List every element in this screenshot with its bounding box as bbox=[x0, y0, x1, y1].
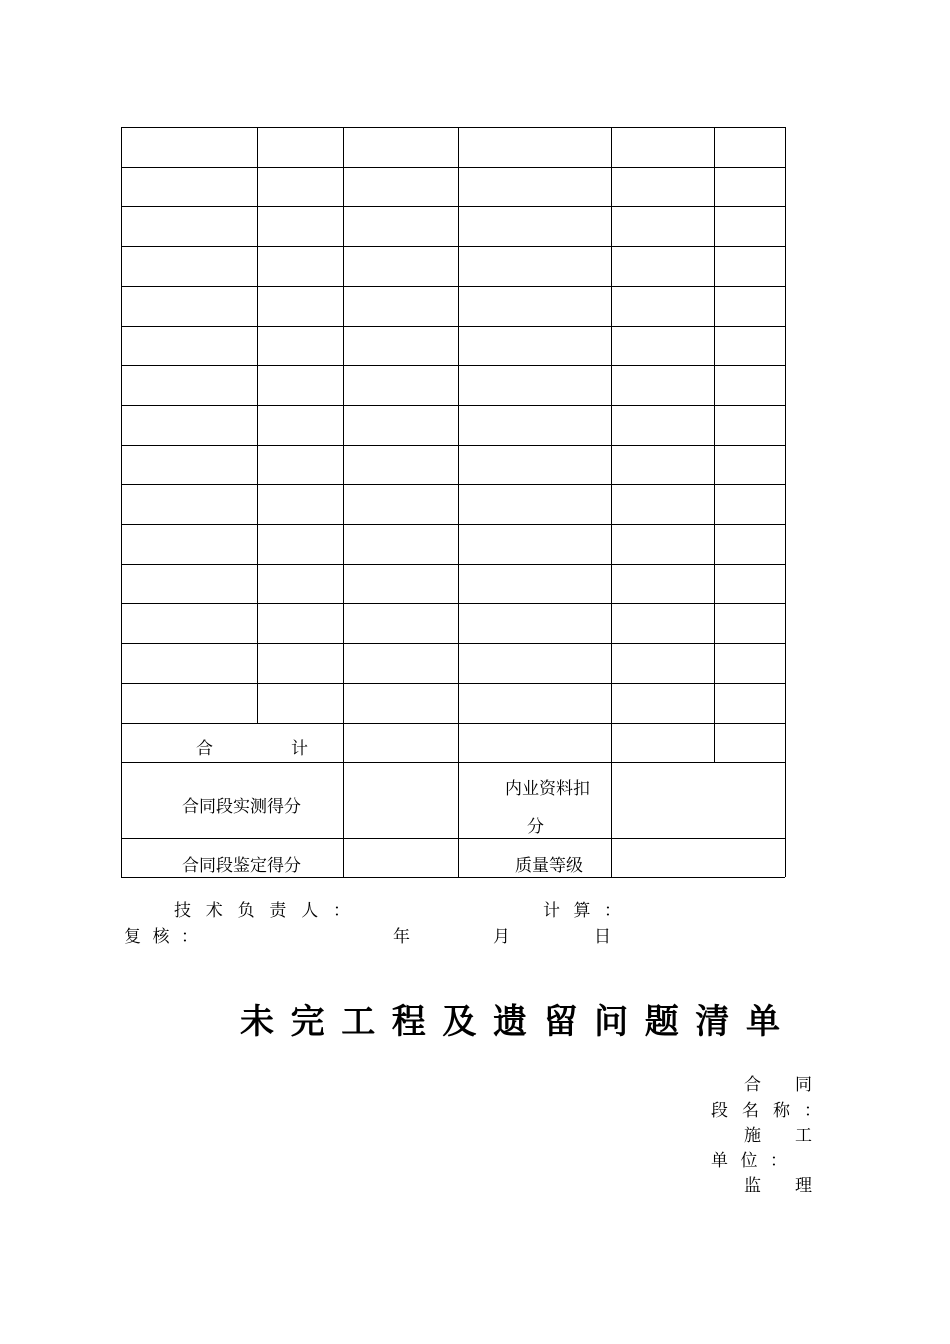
sig-char: 人 bbox=[301, 901, 319, 921]
contract-line1 bbox=[744, 1077, 812, 1094]
sig-char: 复 bbox=[124, 927, 141, 947]
table-vline bbox=[785, 127, 786, 877]
info-char: 监 bbox=[744, 1176, 761, 1196]
sig-char: 算 bbox=[573, 901, 591, 921]
internal-deduct-label-line2: 分 bbox=[527, 817, 544, 837]
table-vline bbox=[458, 127, 459, 877]
info-char: 称 bbox=[773, 1101, 790, 1121]
table-hline bbox=[121, 127, 785, 128]
title-char: 未 bbox=[240, 1002, 274, 1042]
sig-char: 术 bbox=[205, 901, 223, 921]
table-hline bbox=[121, 445, 785, 446]
sig-char: ： bbox=[604, 901, 621, 921]
title-char: 及 bbox=[442, 1002, 477, 1042]
supervisor-line1 bbox=[744, 1178, 812, 1195]
table-vline bbox=[121, 127, 122, 877]
calc-label bbox=[543, 903, 621, 920]
table-hline bbox=[121, 603, 785, 604]
tech-lead-label bbox=[174, 903, 350, 920]
sig-char: 核 bbox=[152, 927, 170, 947]
sig-char: 责 bbox=[269, 901, 287, 921]
builder-line1 bbox=[744, 1128, 812, 1145]
sig-char: 负 bbox=[237, 901, 255, 921]
quality-grade-label: 质量等级 bbox=[515, 856, 583, 876]
title-char: 题 bbox=[644, 1002, 679, 1042]
table-hline bbox=[121, 365, 785, 366]
table-hline bbox=[121, 723, 785, 724]
score-table bbox=[121, 127, 785, 877]
title-char: 单 bbox=[745, 1002, 780, 1042]
info-char: 单 bbox=[711, 1151, 728, 1171]
table-hline bbox=[121, 564, 785, 565]
total-label-char: 计 bbox=[291, 739, 308, 759]
sig-char: ： bbox=[181, 927, 198, 947]
info-char: 理 bbox=[795, 1176, 812, 1196]
title-char: 程 bbox=[391, 1002, 426, 1042]
table-hline bbox=[121, 326, 785, 327]
title-char: 完 bbox=[290, 1002, 325, 1042]
table-hline bbox=[121, 762, 785, 763]
table-vline bbox=[714, 127, 715, 762]
appraisal-score-label: 合同段鉴定得分 bbox=[182, 856, 301, 876]
title-char: 工 bbox=[341, 1002, 376, 1042]
info-char: ： bbox=[804, 1101, 821, 1121]
title-char: 遗 bbox=[492, 1002, 527, 1042]
internal-deduct-label-line1: 内业资料扣 bbox=[505, 779, 590, 799]
table-hline bbox=[121, 405, 785, 406]
info-char: 段 bbox=[711, 1101, 728, 1121]
table-hline bbox=[121, 877, 785, 878]
table-hline bbox=[121, 206, 785, 207]
total-label-char: 合 bbox=[196, 739, 213, 759]
table-hline bbox=[121, 484, 785, 485]
title-char: 留 bbox=[543, 1002, 578, 1042]
title-char: 清 bbox=[695, 1002, 730, 1042]
actual-score-label: 合同段实测得分 bbox=[182, 797, 301, 817]
total-label bbox=[196, 741, 308, 758]
info-char: 施 bbox=[744, 1126, 761, 1146]
info-char: 名 bbox=[742, 1101, 759, 1121]
year-label: 年 bbox=[393, 927, 410, 947]
contract-line2 bbox=[711, 1103, 821, 1120]
table-hline bbox=[121, 838, 785, 839]
day-label: 日 bbox=[594, 927, 611, 947]
info-char: 工 bbox=[795, 1126, 812, 1146]
info-char: 位 bbox=[740, 1151, 758, 1171]
table-hline bbox=[121, 167, 785, 168]
table-hline bbox=[121, 643, 785, 644]
info-char: 合 bbox=[744, 1075, 761, 1095]
review-label bbox=[124, 929, 198, 946]
sig-char: 技 bbox=[174, 901, 191, 921]
table-vline bbox=[343, 127, 344, 877]
section-title bbox=[240, 1002, 780, 1042]
builder-line2 bbox=[711, 1153, 787, 1170]
table-hline bbox=[121, 524, 785, 525]
info-char: ： bbox=[770, 1151, 787, 1171]
table-vline bbox=[611, 127, 612, 877]
table-hline bbox=[121, 246, 785, 247]
table-hline bbox=[121, 683, 785, 684]
month-label: 月 bbox=[493, 927, 510, 947]
info-char: 同 bbox=[795, 1075, 812, 1095]
table-hline bbox=[121, 286, 785, 287]
title-char: 问 bbox=[594, 1002, 629, 1042]
table-vline bbox=[257, 127, 258, 723]
sig-char: ： bbox=[332, 901, 350, 921]
sig-char: 计 bbox=[543, 901, 560, 921]
